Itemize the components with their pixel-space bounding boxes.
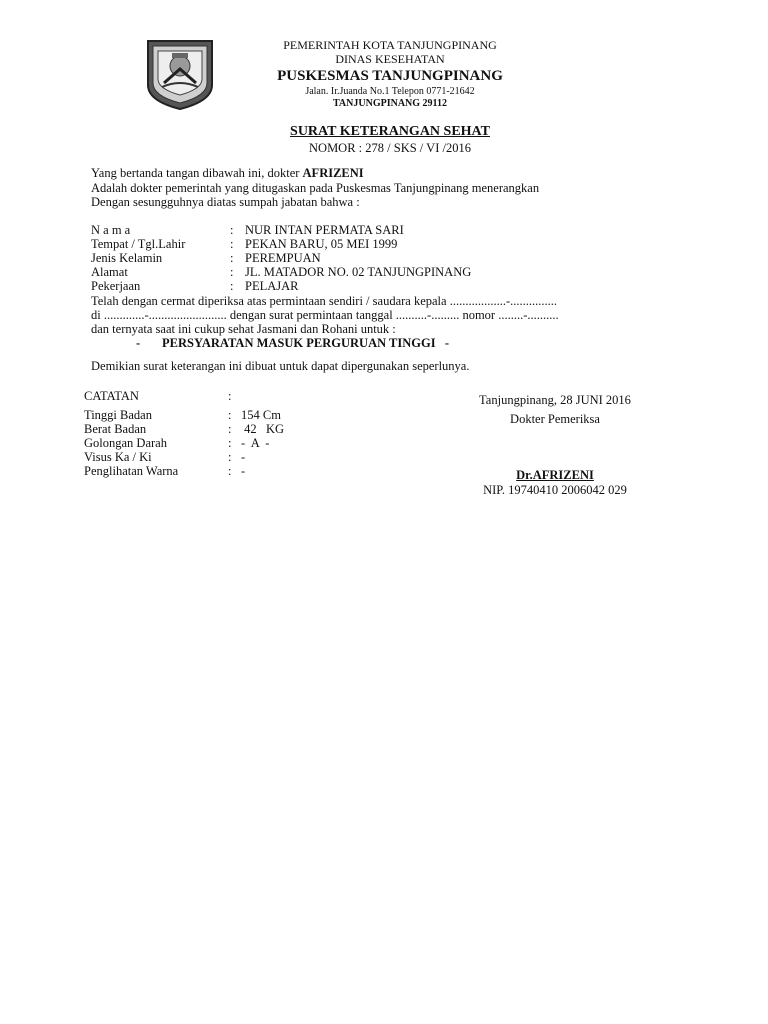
city-emblem-icon bbox=[146, 39, 214, 111]
notes-colon: : bbox=[228, 408, 232, 422]
intro-line-1 bbox=[91, 166, 364, 181]
identity-value-gender: PEREMPUAN bbox=[245, 251, 321, 265]
signature-role: Dokter Pemeriksa bbox=[510, 412, 600, 426]
intro-line-2: Adalah dokter pemerintah yang ditugaskan pada Puskesmas Tanjungpinang menerangkan bbox=[91, 181, 540, 195]
closing-statement: Demikian surat keterangan ini dibuat untuk dapat dipergunakan seperlunya. bbox=[91, 359, 470, 373]
header-department: DINAS KESEHATAN bbox=[335, 52, 445, 66]
exam-line-3: dan ternyata saat ini cukup sehat Jasmani dan Rohani untuk : bbox=[91, 322, 396, 336]
notes-label-weight: Berat Badan bbox=[84, 422, 147, 436]
notes-label-height: Tinggi Badan bbox=[84, 408, 152, 422]
identity-colon: : bbox=[230, 279, 234, 293]
notes-colon: : bbox=[228, 422, 232, 436]
notes-value-blood-type: - A - bbox=[241, 436, 270, 450]
identity-value-birth: PEKAN BARU, 05 MEI 1999 bbox=[245, 237, 398, 251]
notes-value-weight: 42 KG bbox=[241, 422, 285, 436]
signature-doctor-name: Dr.AFRIZENI bbox=[516, 468, 594, 482]
notes-value-visus: - bbox=[241, 450, 246, 464]
document-number: NOMOR : 278 / SKS / VI /2016 bbox=[309, 141, 471, 155]
signature-place-date: Tanjungpinang, 28 JUNI 2016 bbox=[479, 393, 631, 407]
identity-label-birth: Tempat / Tgl.Lahir bbox=[91, 237, 186, 251]
identity-label-gender: Jenis Kelamin bbox=[91, 251, 163, 265]
identity-value-occupation: PELAJAR bbox=[245, 279, 299, 293]
header-title: PUSKESMAS TANJUNGPINANG bbox=[277, 68, 503, 84]
notes-value-color-vision: - bbox=[241, 464, 246, 478]
notes-colon: : bbox=[228, 450, 232, 464]
identity-colon: : bbox=[230, 265, 234, 279]
exam-line-2: di .............-......................... dengan surat permintaan tanggal ..........-......... nomor ........-.......... bbox=[91, 308, 559, 322]
notes-heading-colon: : bbox=[228, 389, 232, 403]
identity-label-name: N a m a bbox=[91, 223, 131, 237]
notes-colon: : bbox=[228, 464, 232, 478]
intro-line-3: Dengan sesungguhnya diatas sumpah jabatan bahwa : bbox=[91, 195, 360, 209]
identity-colon: : bbox=[230, 251, 234, 265]
notes-heading: CATATAN bbox=[84, 389, 139, 403]
intro-doctor-name: AFRIZENI bbox=[302, 166, 364, 180]
notes-label-blood-type: Golongan Darah bbox=[84, 436, 167, 450]
document-title: SURAT KETERANGAN SEHAT bbox=[290, 124, 490, 139]
intro-text: Yang bertanda tangan dibawah ini, dokter bbox=[91, 166, 303, 180]
header-government: PEMERINTAH KOTA TANJUNGPINANG bbox=[283, 38, 497, 52]
notes-colon: : bbox=[228, 436, 232, 450]
identity-label-occupation: Pekerjaan bbox=[91, 279, 141, 293]
notes-value-height: 154 Cm bbox=[241, 408, 281, 422]
identity-label-address: Alamat bbox=[91, 265, 128, 279]
exam-line-1: Telah dengan cermat diperiksa atas permintaan sendiri / saudara kepala ..................-............... bbox=[91, 294, 557, 308]
notes-label-visus: Visus Ka / Ki bbox=[84, 450, 152, 464]
exam-purpose: - PERSYARATAN MASUK PERGURUAN TINGGI - bbox=[136, 336, 450, 350]
notes-label-color-vision: Penglihatan Warna bbox=[84, 464, 179, 478]
header-city: TANJUNGPINANG 29112 bbox=[333, 98, 447, 109]
identity-value-name: NUR INTAN PERMATA SARI bbox=[245, 223, 404, 237]
identity-colon: : bbox=[230, 237, 234, 251]
identity-value-address: JL. MATADOR NO. 02 TANJUNGPINANG bbox=[245, 265, 472, 279]
identity-colon: : bbox=[230, 223, 234, 237]
header-address: Jalan. Ir.Juanda No.1 Telepon 0771-21642 bbox=[305, 86, 475, 97]
signature-nip: NIP. 19740410 2006042 029 bbox=[483, 483, 627, 497]
